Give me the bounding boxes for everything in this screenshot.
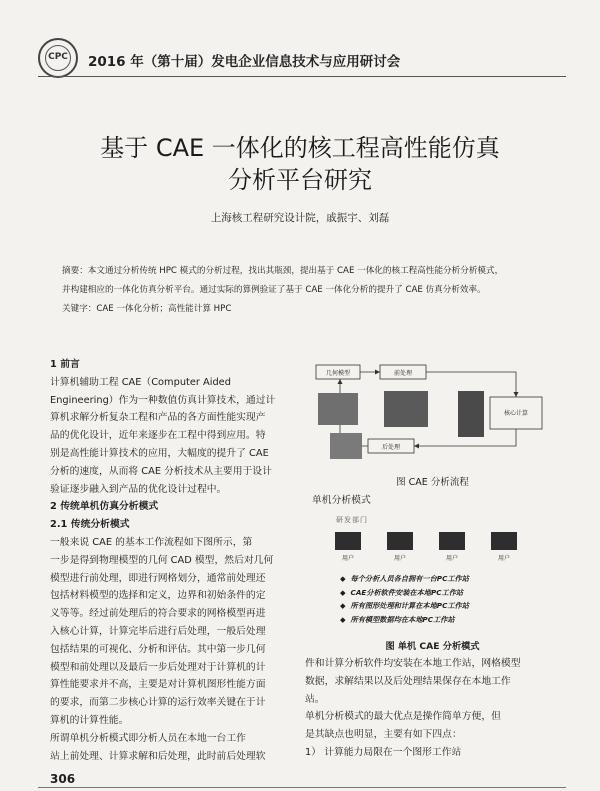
bullet-item: ◆ CAE分析软件安装在本地PC工作站: [340, 587, 464, 597]
workstation-image: [387, 532, 413, 550]
abstract-line: 并构建相应的一体化仿真分析平台。通过实际的算例验证了基于 CAE 一体化分析的提升了 CAE 仿真分析效率。: [62, 285, 486, 295]
body-line: 算机的计算性能。: [50, 714, 129, 726]
workstation-image: [335, 532, 361, 550]
body-line: 数据，求解结果以及后处理结果保存在本地工作: [305, 675, 511, 687]
geometry-image: [318, 393, 358, 425]
body-line: 包括材料模型的选择和定义，边界和初始条件的定: [50, 590, 266, 602]
figure2-title: 单机分析模式: [312, 495, 371, 506]
keywords: 关键字：CAE 一体化分析；高性能计算 HPC: [62, 304, 232, 314]
section-heading: 2 传统单机仿真分析模式: [50, 501, 159, 513]
dept-label: 研发部门: [336, 516, 368, 524]
server-image: [458, 391, 484, 437]
paper-title-line1: 基于 CAE 一体化的核工程高性能仿真: [100, 134, 500, 162]
section-heading: 1 前言: [50, 359, 80, 370]
body-line: 是其缺点也明显，主要有如下四点：: [305, 729, 462, 741]
mesh-image: [384, 391, 428, 427]
section-heading: 2.1 传统分析模式: [50, 519, 130, 531]
user-label: 用户: [341, 555, 355, 562]
body-line: 单机分析模式的最大优点是操作简单方便，但: [305, 711, 501, 723]
abstract-line: 摘要：本文通过分析传统 HPC 模式的分析过程，找出其瓶颈，提出基于 CAE 一体化的核工程高性能分析分析模式，: [62, 266, 504, 276]
page-number: 306: [50, 772, 76, 786]
body-line: 分析的速度，从而将 CAE 分析技术从主要用于设计: [50, 465, 272, 477]
post-label: 后处理: [381, 444, 401, 451]
figure1-caption: 图 CAE 分析流程: [396, 477, 469, 488]
cae-flow-diagram: [310, 355, 555, 475]
body-line: 入核心计算，计算完毕后进行后处理，一般后处理: [50, 625, 266, 637]
figure2-bullets: [340, 572, 560, 626]
post-image: [330, 433, 362, 459]
workstation-image: [491, 532, 517, 550]
user-label: 用户: [497, 555, 511, 562]
body-line: 站上前处理、计算求解和后处理，此时前后处理软: [50, 750, 266, 762]
bullet-item: ◆ 所有模型数据均在本地PC工作站: [340, 614, 455, 624]
body-line: 验证逐步融入到产品的优化设计过程中。: [50, 483, 227, 495]
workstation-image: [439, 532, 465, 550]
bullet-item: ◆ 所有图形处理和计算在本地PC工作站: [340, 601, 469, 611]
body-line: 模型和前处理以及最后一步后处理对于计算机的计: [50, 661, 266, 673]
bullet-item: ◆ 每个分析人员各自拥有一台PC工作站: [340, 574, 469, 583]
footer-rule: [38, 787, 566, 788]
body-line: 品的优化设计，近年来逐步在工程中得到应用。特: [50, 430, 266, 442]
body-line: 模型进行前处理，即进行网格划分，通常前处理还: [50, 572, 266, 584]
body-line: 1） 计算能力局限在一个图形工作站: [305, 746, 462, 758]
body-line: 算性能要求并不高，主要是对计算机图形性能方面: [50, 679, 266, 691]
workstation-diagram: [325, 528, 555, 568]
left-column: [50, 356, 296, 765]
body-line: 所谓单机分析模式即分析人员在本地一台工作: [50, 732, 246, 744]
body-line: 件和计算分析软件均安装在本地工作站，网格模型: [305, 658, 521, 669]
core-label: 核心计算: [503, 410, 529, 417]
abstract: [62, 262, 562, 319]
body-line: 计算机辅助工程 CAE（Computer Aided: [50, 376, 231, 388]
cpc-logo: [38, 38, 78, 78]
logo-text: CPC: [45, 45, 71, 71]
body-line: 的要求，而第二步核心计算的运行效率关键在于计: [50, 697, 266, 709]
paper-title-line2: 分析平台研究: [228, 166, 372, 194]
body-line: 别是高性能计算技术的应用，大幅度的提升了 CAE: [50, 447, 269, 459]
body-line: Engineering）作为一种数值仿真计算技术，通过计: [50, 394, 276, 406]
conference-header: 2016 年（第十届）发电企业信息技术与应用研讨会: [88, 54, 401, 70]
body-line: 义等等。经过前处理后的符合要求的网格模型再进: [50, 608, 266, 620]
pre-label: 前处理: [393, 370, 413, 377]
geometry-label: 几何模型: [325, 370, 351, 377]
body-line: 一般来说 CAE 的基本工作流程如下图所示，第: [50, 536, 253, 548]
body-line: 包括结果的可视化、分析和评估。其中第一步几何: [50, 643, 266, 655]
header-rule: [38, 76, 566, 77]
body-line: 算机求解分析复杂工程和产品的各方面性能实现产: [50, 412, 266, 424]
user-label: 用户: [393, 555, 407, 562]
right-column: [305, 655, 555, 762]
authors: 上海核工程研究设计院，戚振宇、刘磊: [210, 212, 390, 224]
body-line: 一步是得到物理模型的几何 CAD 模型，然后对几何: [50, 554, 274, 566]
user-label: 用户: [445, 555, 459, 562]
body-line: 站。: [305, 693, 325, 705]
figure2-caption: 图 单机 CAE 分析模式: [385, 641, 480, 652]
